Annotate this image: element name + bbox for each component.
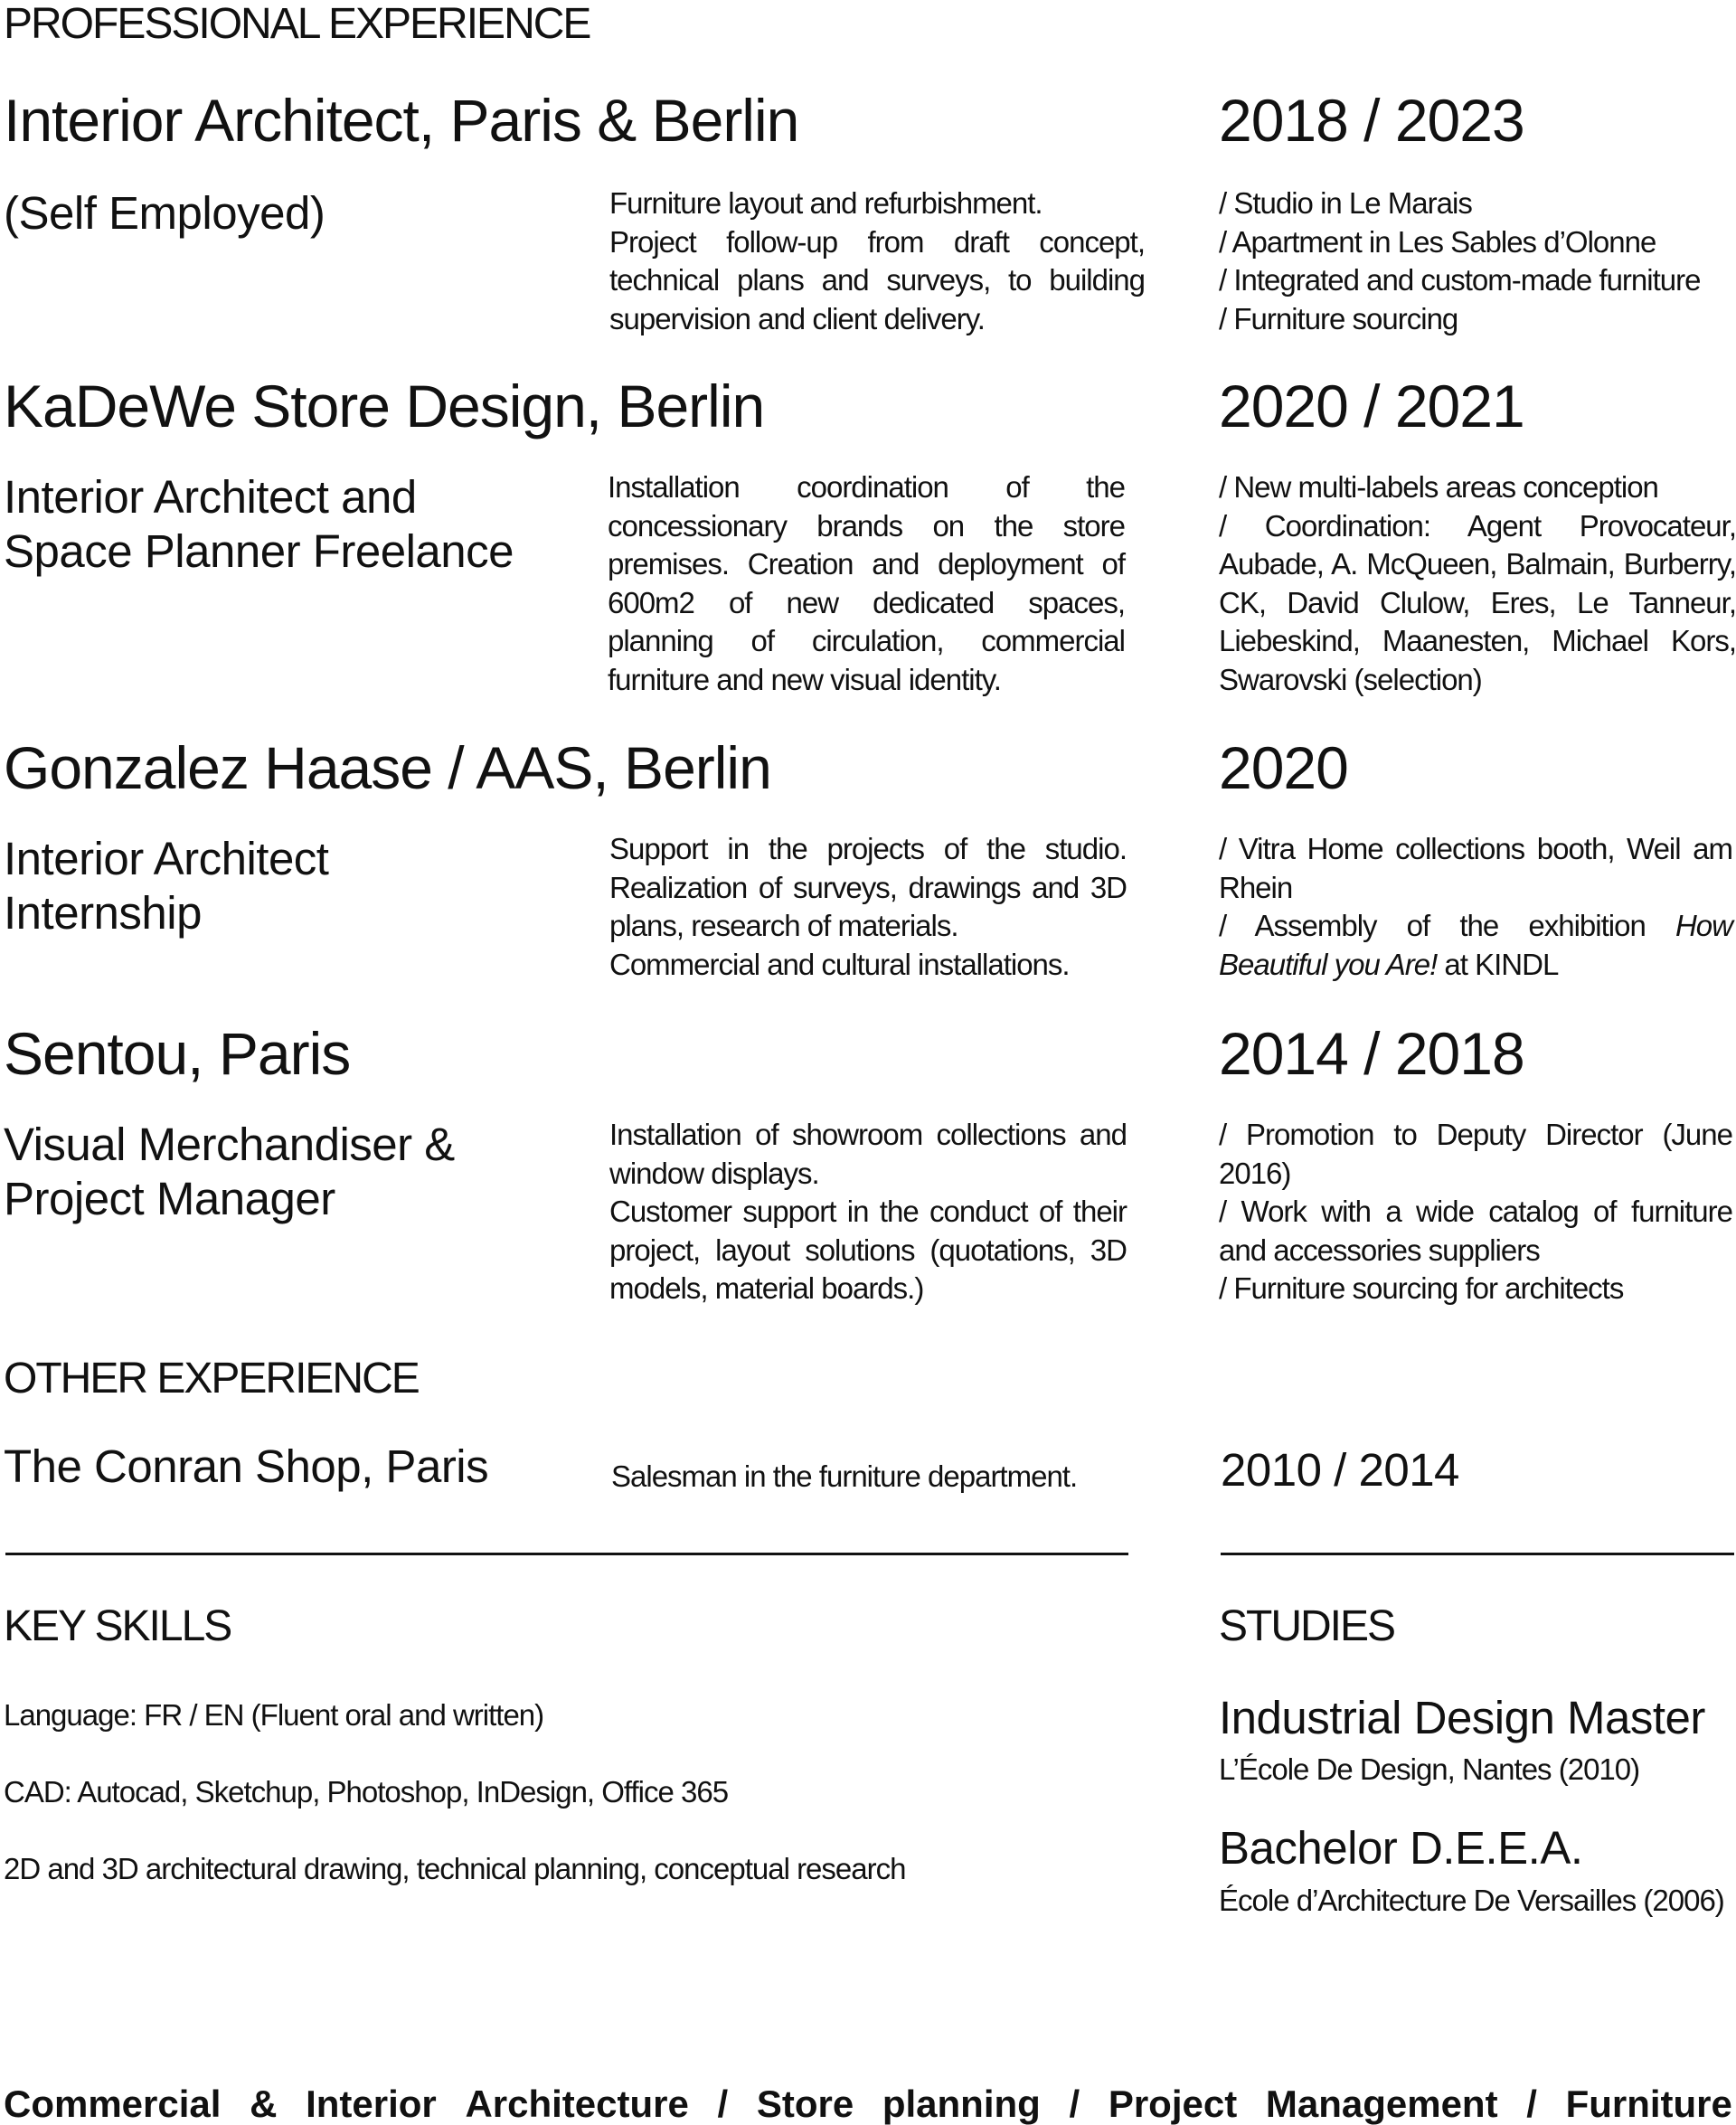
footer-keywords xyxy=(4,2082,1732,2125)
job-years: 2020 xyxy=(1219,734,1348,801)
footer-separator: / xyxy=(1069,2082,1080,2125)
job-company: KaDeWe Store Design, Berlin xyxy=(4,373,765,439)
skill-item: 2D and 3D architectural drawing, technical planning, conceptual research xyxy=(4,1852,906,1885)
job-note: / Apartment in Les Sables d’Olonne xyxy=(1219,224,1656,259)
other-experience-heading: OTHER EXPERIENCE xyxy=(4,1355,419,1402)
footer-keyword: Interior xyxy=(306,2082,437,2125)
job-years: 2020 / 2021 xyxy=(1219,373,1524,439)
job-note: / Vitra Home collections booth, Weil am Rhein xyxy=(1219,832,1732,904)
job-note: / Integrated and custom-made furniture xyxy=(1219,263,1701,297)
study-title: Industrial Design Master xyxy=(1219,1692,1705,1743)
job-notes xyxy=(1219,468,1736,699)
job-notes xyxy=(1219,1116,1732,1308)
skill-item: Language: FR / EN (Fluent oral and written) xyxy=(4,1698,544,1732)
job-role-line: Space Planner Freelance xyxy=(4,525,514,577)
job-company: Interior Architect, Paris & Berlin xyxy=(4,87,799,154)
job-note: / Promotion to Deputy Director (June 2016) xyxy=(1219,1118,1732,1190)
studies-heading: STUDIES xyxy=(1219,1602,1395,1650)
job-note: / New multi-labels areas conception xyxy=(1219,470,1658,504)
job-role xyxy=(4,186,325,241)
other-years: 2010 / 2014 xyxy=(1221,1444,1459,1496)
job-description xyxy=(609,1116,1127,1308)
footer-keyword: Architecture xyxy=(465,2082,689,2125)
footer-keyword: Commercial xyxy=(4,2082,222,2125)
job-description-paragraph: Support in the projects of the studio. Realization of surveys, drawings and 3D plans, research of materials. xyxy=(609,832,1127,942)
study-school: École d’Architecture De Versailles (2006) xyxy=(1219,1884,1724,1917)
job-role-line: (Self Employed) xyxy=(4,187,326,239)
job-company: Sentou, Paris xyxy=(4,1020,351,1087)
job-description-paragraph: Commercial and cultural installations. xyxy=(609,947,1070,981)
job-note: / Work with a wide catalog of furniture and accessories suppliers xyxy=(1219,1195,1732,1267)
job-role-line: Interior Architect xyxy=(4,833,329,884)
study-school: L’École De Design, Nantes (2010) xyxy=(1219,1752,1640,1786)
footer-separator: / xyxy=(1526,2082,1537,2125)
footer-keyword: Project xyxy=(1108,2082,1238,2125)
divider-right xyxy=(1221,1553,1734,1555)
job-notes xyxy=(1219,184,1736,338)
job-description-paragraph: Furniture layout and refurbishment. xyxy=(609,186,1043,220)
divider-left xyxy=(5,1553,1128,1555)
job-role-line: Visual Merchandiser & xyxy=(4,1119,455,1170)
job-note: / Furniture sourcing for architects xyxy=(1219,1271,1624,1305)
job-description xyxy=(608,468,1125,699)
footer-keyword: Store xyxy=(756,2082,854,2125)
footer-separator: / xyxy=(717,2082,729,2125)
job-note-exhibition xyxy=(1219,907,1732,984)
job-role xyxy=(4,832,328,940)
job-description xyxy=(609,830,1127,984)
job-years: 2018 / 2023 xyxy=(1219,87,1524,154)
job-note-text: at KINDL xyxy=(1437,947,1559,981)
other-company: The Conran Shop, Paris xyxy=(4,1440,489,1492)
job-note: / Furniture sourcing xyxy=(1219,301,1458,335)
key-skills-heading: KEY SKILLS xyxy=(4,1602,231,1650)
job-description-paragraph: Customer support in the conduct of their project, layout solutions (quotations, 3D models, material boards.) xyxy=(609,1195,1127,1305)
job-description-paragraph: Installation of showroom collections and window displays. xyxy=(609,1118,1127,1190)
exhibition-title: How Beautiful you Are! xyxy=(1219,909,1732,981)
job-role-line: Interior Architect and xyxy=(4,471,417,523)
footer-keyword: Management xyxy=(1265,2082,1498,2125)
footer-keyword: & xyxy=(250,2082,278,2125)
job-role xyxy=(4,470,514,579)
professional-experience-heading: PROFESSIONAL EXPERIENCE xyxy=(4,0,590,48)
job-note: / Coordination: Agent Provocateur, Aubade, A. McQueen, Balmain, Burberry, CK, David Clulow, Eres, Le Tanneur, Liebeskind, Maanesten, Michael Kors, Swarovski (selection) xyxy=(1219,508,1736,696)
job-role-line: Project Manager xyxy=(4,1173,335,1224)
job-note-text: / Assembly of the exhibition xyxy=(1219,909,1675,942)
job-notes xyxy=(1219,830,1732,984)
job-role xyxy=(4,1118,455,1226)
footer-keyword: Furniture xyxy=(1565,2082,1732,2125)
skill-item: CAD: Autocad, Sketchup, Photoshop, InDesign, Office 365 xyxy=(4,1775,729,1809)
job-company: Gonzalez Haase / AAS, Berlin xyxy=(4,734,771,801)
job-role-line: Internship xyxy=(4,887,202,939)
footer-keyword: planning xyxy=(882,2082,1041,2125)
job-description-paragraph: Project follow-up from draft concept, technical plans and surveys, to building supervision and client delivery. xyxy=(609,224,1145,335)
study-title: Bachelor D.E.E.A. xyxy=(1219,1822,1583,1874)
job-description-paragraph: Installation coordination of the concessionary brands on the store premises. Creation and deployment of 600m2 of new dedicated spaces, planning of circulation, commercial furniture and new visual identity. xyxy=(608,470,1125,696)
other-description: Salesman in the furniture department. xyxy=(611,1459,1078,1493)
job-note: / Studio in Le Marais xyxy=(1219,186,1472,220)
job-description xyxy=(609,184,1145,338)
job-years: 2014 / 2018 xyxy=(1219,1020,1524,1087)
